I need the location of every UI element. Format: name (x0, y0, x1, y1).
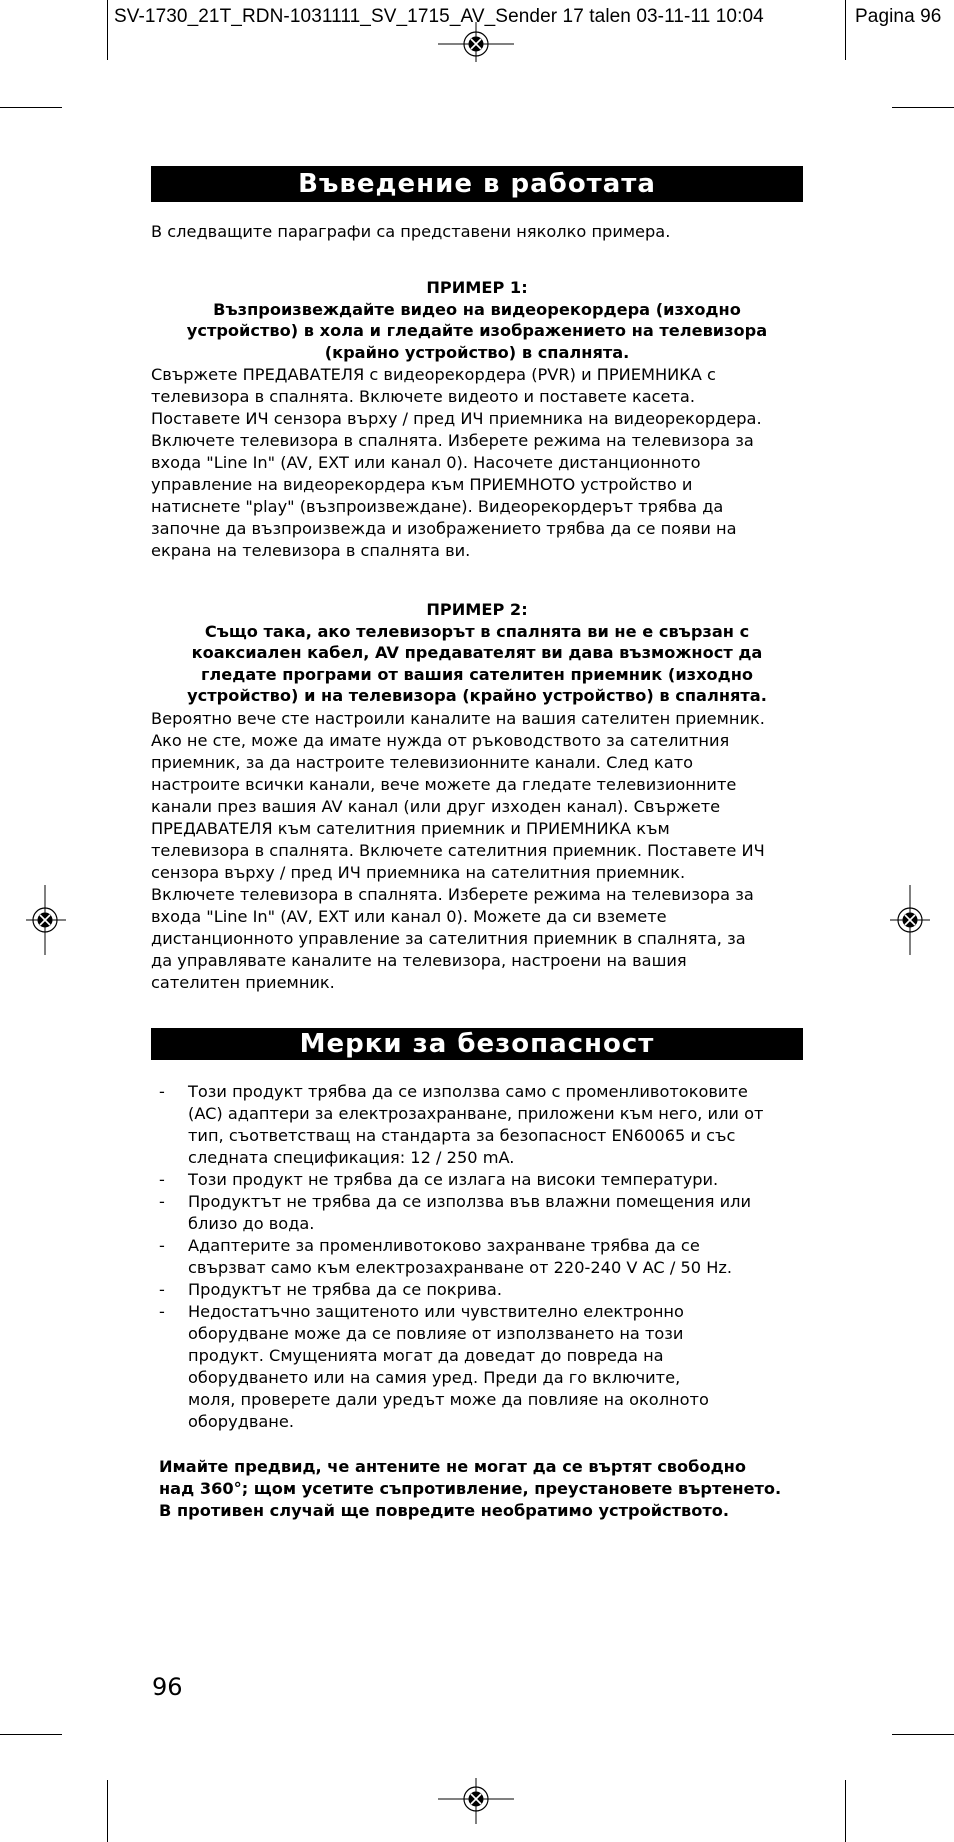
example2-heading-line: Също така, ако телевизорът в спалнята ви не е свързан с (204, 621, 750, 641)
list-item-line: Продуктът не трябва да се покрива. (188, 1280, 502, 1299)
example2-heading-line: гледате програми от вашия сателитен приемник (изходно (200, 664, 754, 684)
example1-body-line: екрана на телевизора в спалнята ви. (151, 541, 471, 560)
registration-mark-left-icon (26, 885, 66, 955)
list-item-line: Този продукт трябва да се използва само с променливотоковите (188, 1082, 748, 1101)
warning-line: В противен случай ще повредите необратимо устройството. (159, 1501, 730, 1520)
example2-body (151, 708, 811, 994)
list-item-line: оборудване може да се повлияе от използването на този (188, 1324, 684, 1343)
example2-body-line: сензора върху / пред ИЧ приемника на сателитния приемник. (151, 863, 686, 882)
slug-divider-mid (845, 0, 846, 60)
list-dash: - (159, 1302, 165, 1321)
warning-line: над 360°; щом усетите съпротивление, преустановете въртенето. (159, 1479, 782, 1498)
print-file-info: SV-1730_21T_RDN-1031111_SV_1715_AV_Sender 17 talen 03-11-11 10:04 (114, 6, 764, 27)
example2-heading-line: устройство) и на телевизора (крайно устройство) в спалнята. (187, 686, 767, 705)
list-dash: - (159, 1170, 165, 1189)
warning-line: Имайте предвид, че антените не могат да се въртят свободно (159, 1457, 746, 1476)
list-dash: - (159, 1082, 165, 1101)
antenna-warning (159, 1456, 809, 1522)
example1-body-line: започне да възпроизвежда и изображението трябва да се появи на (151, 519, 737, 538)
list-item-line: Продуктът не трябва да се използва във влажни помещения или (188, 1192, 752, 1211)
example1-body-line: натиснете "play" (възпроизвеждане). Видеорекордерът трябва да (151, 497, 724, 516)
list-item (151, 1279, 811, 1301)
example1-body-line: входа "Line In" (AV, EXT или канал 0). Насочете дистанционното (151, 453, 701, 472)
list-item-line: продукт. Смущенията могат да доведат до повреда на (188, 1346, 664, 1365)
list-item (151, 1301, 811, 1433)
example2-body-line: приемник, за да настроите телевизионните канали. След като (151, 753, 694, 772)
safety-list (151, 1081, 811, 1433)
list-item (151, 1169, 811, 1191)
example2-body-line: телевизора в спалнята. Включете сателитния приемник. Поставете ИЧ (151, 841, 765, 860)
crop-mark-bottom-vert-right (845, 1780, 846, 1842)
example2-heading-line: коаксиален кабел, AV предавателят ви дава възможност да (191, 643, 763, 662)
list-item-line: Този продукт не трябва да се излага на високи температури. (188, 1170, 719, 1189)
example2-body-line: Включете телевизора в спалнята. Изберете режима на телевизора за (151, 885, 754, 904)
print-page-label: Pagina 96 (855, 6, 942, 27)
example2-body-line: Вероятно вече сте настроили каналите на вашия сателитен приемник. (151, 709, 765, 728)
list-item-line: оборудването или на самия уред. Преди да го включите, (188, 1368, 681, 1387)
intro-lead-text: В следващите параграфи са представени няколко примера. (151, 222, 671, 241)
registration-mark-bottom-icon (436, 1778, 516, 1824)
crop-mark-top-left (0, 107, 62, 108)
example2-label: ПРИМЕР 2: (426, 600, 528, 619)
example1-body-line: телевизора в спалнята. Включете видеото и поставете касета. (151, 387, 695, 406)
example2-block (151, 599, 803, 707)
example1-body-line: Поставете ИЧ сензора върху / пред ИЧ приемника на видеорекордера. (151, 409, 762, 428)
example2-body-line: дистанционното управление за сателитния приемник в спалнята, за (151, 929, 746, 948)
list-item-line: оборудване. (188, 1412, 294, 1431)
list-item-line: близо до вода. (188, 1214, 315, 1233)
section-title-safety: Мерки за безопасност (151, 1028, 803, 1060)
crop-mark-bottom-vert-left (107, 1780, 108, 1842)
list-item-line: свързват само към електрозахранване от 220-240 V AC / 50 Hz. (188, 1258, 733, 1277)
example1-block (151, 277, 803, 363)
list-dash: - (159, 1280, 165, 1299)
list-item (151, 1235, 811, 1279)
page-number: 96 (152, 1673, 183, 1701)
slug-divider-left (107, 0, 108, 60)
example1-body-line: управление на видеорекордера към ПРИЕМНОТО устройство и (151, 475, 693, 494)
crop-mark-top-right (892, 107, 954, 108)
example2-body-line: ПРЕДАВАТЕЛЯ към сателитния приемник и ПРИЕМНИКА към (151, 819, 670, 838)
list-item-line: моля, проверете дали уредът може да повлияе на околното (188, 1390, 709, 1409)
registration-mark-top-icon (436, 22, 516, 62)
list-item-line: (AC) адаптери за електрозахранване, приложени към него, или от (188, 1104, 764, 1123)
list-item-line: следната спецификация: 12 / 250 mA. (188, 1148, 515, 1167)
crop-mark-bottom-right (892, 1734, 954, 1735)
list-dash: - (159, 1192, 165, 1211)
example2-body-line: сателитен приемник. (151, 973, 335, 992)
example1-body-line: Свържете ПРЕДАВАТЕЛЯ с видеорекордера (PVR) и ПРИЕМНИКА с (151, 365, 716, 384)
example2-body-line: да управлявате каналите на телевизора, настроени на вашия (151, 951, 687, 970)
list-item (151, 1191, 811, 1235)
list-item-line: тип, съответстващ на стандарта за безопасност EN60065 и със (188, 1126, 736, 1145)
example1-heading-line: (крайно устройство) в спалнята. (324, 342, 630, 362)
example2-body-line: Ако не сте, може да имате нужда от ръководството за сателитния (151, 731, 730, 750)
registration-mark-right-icon (890, 885, 930, 955)
example1-label: ПРИМЕР 1: (426, 278, 528, 297)
example1-body (151, 364, 811, 562)
example1-heading-line: устройство) в хола и гледайте изображението на телевизора (186, 321, 768, 340)
example1-body-line: Включете телевизора в спалнята. Изберете режима на телевизора за (151, 431, 754, 450)
crop-mark-bottom-left (0, 1734, 62, 1735)
example2-body-line: настроите всички канали, вече можете да гледате телевизионните (151, 775, 737, 794)
list-item (151, 1081, 811, 1169)
section-title-intro: Въведение в работата (151, 166, 803, 202)
list-item-line: Недостатъчно защитеното или чувствително електронно (188, 1302, 684, 1321)
example1-heading-line: Възпроизвеждайте видео на видеорекордера (изходно (213, 299, 741, 319)
example2-body-line: входа "Line In" (AV, EXT или канал 0). Можете да си вземете (151, 907, 667, 926)
list-item-line: Адаптерите за променливотоково захранване трябва да се (188, 1236, 700, 1255)
list-dash: - (159, 1236, 165, 1255)
example2-body-line: канали през вашия AV канал (или друг изходен канал). Свържете (151, 797, 721, 816)
